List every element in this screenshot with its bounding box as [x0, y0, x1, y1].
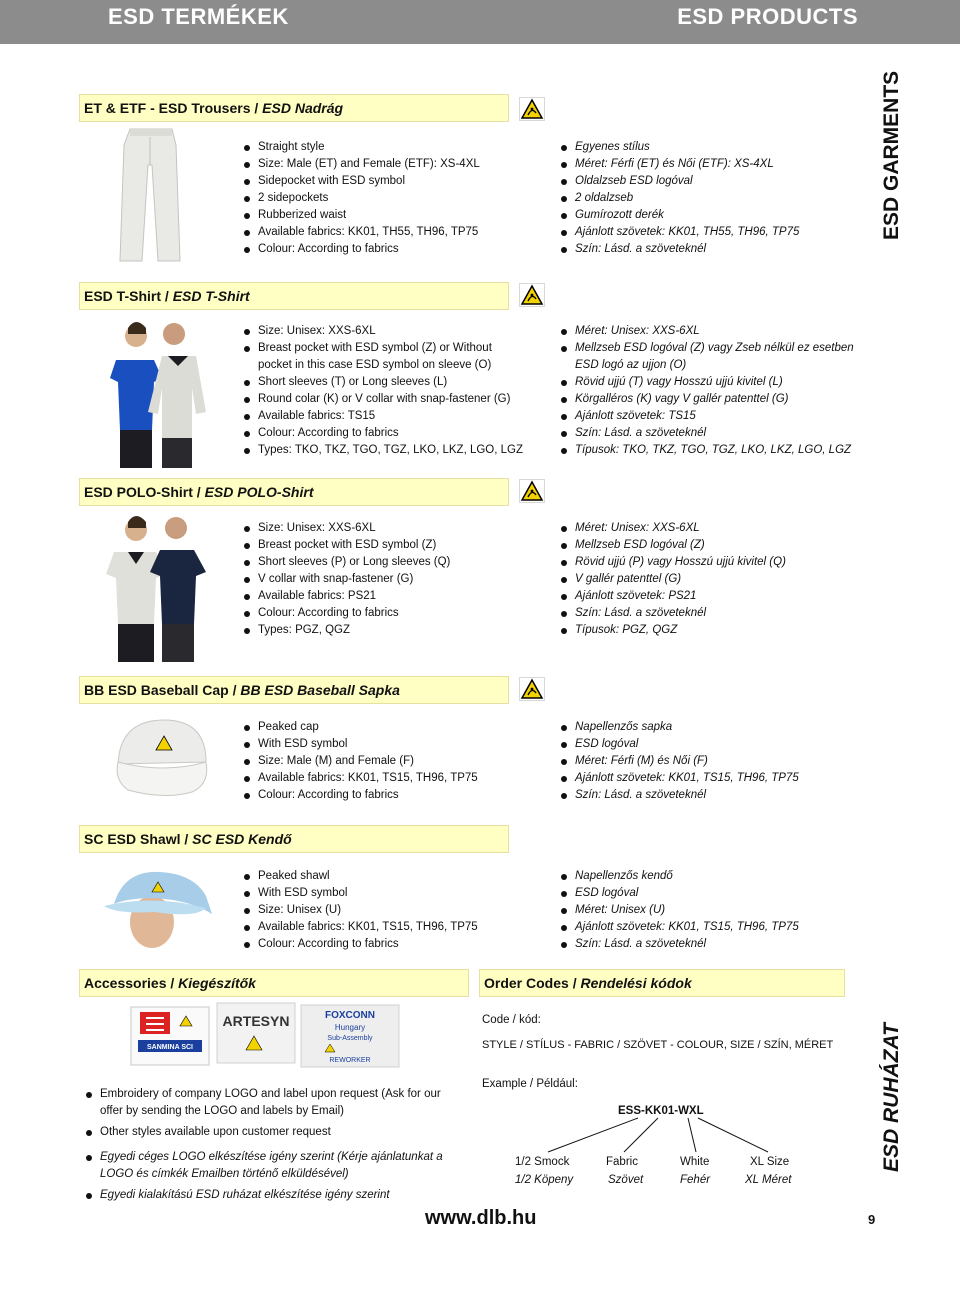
foxconn-logo-patch [300, 1004, 400, 1068]
order-part-meret: XL Méret [745, 1174, 792, 1186]
section-title-cap: BB ESD Baseball Cap / BB ESD Baseball Sapka [79, 676, 509, 704]
section-title-shawl: SC ESD Shawl / SC ESD Kendő [79, 825, 509, 853]
section-title-tshirt: ESD T-Shirt / ESD T-Shirt [79, 282, 509, 310]
top-header-bar [0, 0, 960, 44]
svg-text:REWORKER: REWORKER [329, 1057, 371, 1064]
svg-text:Sub-Assembly: Sub-Assembly [327, 1035, 373, 1042]
trousers-features-en: Straight style Size: Male (ET) and Female (ETF): XS-4XL Sidepocket with ESD symbol 2 sidepockets Rubberized waist Available fabrics: KK01, TH55, TH96, TP75 Colour: According to fabrics [244, 139, 544, 258]
shawl-features-en: Peaked shawl With ESD symbol Size: Unisex (U) Available fabrics: KK01, TS15, TH96, TP75 Colour: According to fabrics [244, 868, 544, 953]
polo-photo [96, 512, 214, 662]
section-title-polo: ESD POLO-Shirt / ESD POLO-Shirt [79, 478, 509, 506]
order-part-smock: 1/2 Smock [515, 1156, 570, 1168]
esd-warning-icon [519, 479, 545, 503]
trousers-photo [110, 125, 190, 265]
polo-features-hu: Méret: Unisex: XXS-6XL Mellzseb ESD logóval (Z) Rövid ujjú (P) vagy Hosszú ujjú kivitel (Q) V gallér patenttel (G) Ajánlott szövetek: PS21 Szín: Lásd. a szöveteknél Típusok: PGZ, QGZ [561, 520, 857, 639]
sanmina-logo-patch [130, 1006, 210, 1066]
tshirt-features-hu: Méret: Unisex: XXS-6XL Mellzseb ESD logóval (Z) vagy Zseb nélkül ez esetben ESD logó az ujjon (O) Rövid ujjú (T) vagy Hosszú ujjú kivitel (L) Körgalléros (K) vagy V gallér patenttel (G) Ajánlott szövetek: TS15 Szín: Lásd. a szöveteknél Típusok: TKO, TKZ, TGO, TGZ, LKO, LKZ, LGO, LGZ [561, 323, 857, 459]
order-part-size: XL Size [750, 1156, 790, 1168]
trousers-features-hu: Egyenes stílus Méret: Férfi (ET) és Női (ETF): XS-4XL Oldalzseb ESD logóval 2 oldalzseb Gumírozott derék Ajánlott szövetek: KK01, TH55, TH96, TP75 Szín: Lásd. a szöveteknél [561, 139, 861, 258]
svg-text:SANMINA SCI: SANMINA SCI [146, 1044, 194, 1051]
footer-website: www.dlb.hu [425, 1207, 537, 1229]
esd-warning-icon [519, 97, 545, 121]
header-title-en: ESD PRODUCTS [677, 4, 858, 29]
section-title-trousers: ET & ETF - ESD Trousers / ESD Nadrág [79, 94, 509, 122]
shawl-photo [94, 860, 218, 960]
artesyn-logo-patch [216, 1002, 296, 1064]
order-part-feher: Fehér [680, 1174, 711, 1186]
svg-text:Hungary: Hungary [334, 1023, 366, 1032]
tshirt-photo [96, 318, 214, 468]
svg-text:FOXCONN: FOXCONN [325, 1010, 375, 1021]
order-part-kopeny: 1/2 Köpeny [515, 1174, 574, 1186]
cap-features-en: Peaked cap With ESD symbol Size: Male (M) and Female (F) Available fabrics: KK01, TS15, TH96, TP75 Colour: According to fabrics [244, 719, 544, 804]
cap-features-hu: Napellenzős sapka ESD logóval Méret: Férfi (M) és Női (F) Ajánlott szövetek: KK01, TS15, TH96, TP75 Szín: Lásd. a szöveteknél [561, 719, 857, 804]
order-example-code: ESS-KK01-WXL [618, 1105, 704, 1117]
order-code-format: STYLE / STÍLUS - FABRIC / SZÖVET - COLOUR, SIZE / SZÍN, MÉRET [482, 1039, 834, 1051]
polo-features-en: Size: Unisex: XXS-6XL Breast pocket with ESD symbol (Z) Short sleeves (P) or Long sleeves (Q) V collar with snap-fastener (G) Available fabrics: PS21 Colour: According to fabrics Types: PGZ, QGZ [244, 520, 526, 639]
shawl-features-hu: Napellenzős kendő ESD logóval Méret: Unisex (U) Ajánlott szövetek: KK01, TS15, TH96, TP75 Szín: Lásd. a szöveteknél [561, 868, 857, 953]
cap-photo [106, 712, 218, 806]
section-title-accessories: Accessories / Kiegészítők [79, 969, 469, 997]
esd-warning-icon [519, 677, 545, 701]
order-example-label: Example / Például: [482, 1078, 578, 1090]
svg-text:ARTESYN: ARTESYN [222, 1013, 290, 1029]
section-title-order-codes: Order Codes / Rendelési kódok [479, 969, 845, 997]
order-part-fabric: Fabric [606, 1156, 638, 1168]
accessories-features-en: Embroidery of company LOGO and label upon request (Ask for our offer by sending the LOGO and labels by Email) Other styles available upon customer request [86, 1086, 456, 1141]
order-code-connector-lines [520, 1116, 800, 1156]
esd-warning-icon [519, 283, 545, 307]
tshirt-features-en: Size: Unisex: XXS-6XL Breast pocket with ESD symbol (Z) or Without pocket in this case ESD symbol on sleeve (O) Short sleeves (T) or Long sleeves (L) Round colar (K) or V collar with snap-fastener (G) Available fabrics: TS15 Colour: According to fabrics Types: TKO, TKZ, TGO, TGZ, LKO, LKZ, LGO, LGZ [244, 323, 526, 459]
order-part-colour: White [680, 1156, 710, 1168]
header-title-hu: ESD TERMÉKEK [108, 4, 289, 29]
accessories-features-hu: Egyedi céges LOGO elkészítése igény szerint (Kérje ajánlatunkat a LOGO és címkék Emailben történő elküldésével) Egyedi kialakítású ESD ruházat elkészítése igény szerint [86, 1149, 456, 1204]
order-code-label: Code / kód: [482, 1014, 541, 1026]
page-number: 9 [868, 1212, 876, 1227]
order-part-szovet: Szövet [608, 1174, 644, 1186]
